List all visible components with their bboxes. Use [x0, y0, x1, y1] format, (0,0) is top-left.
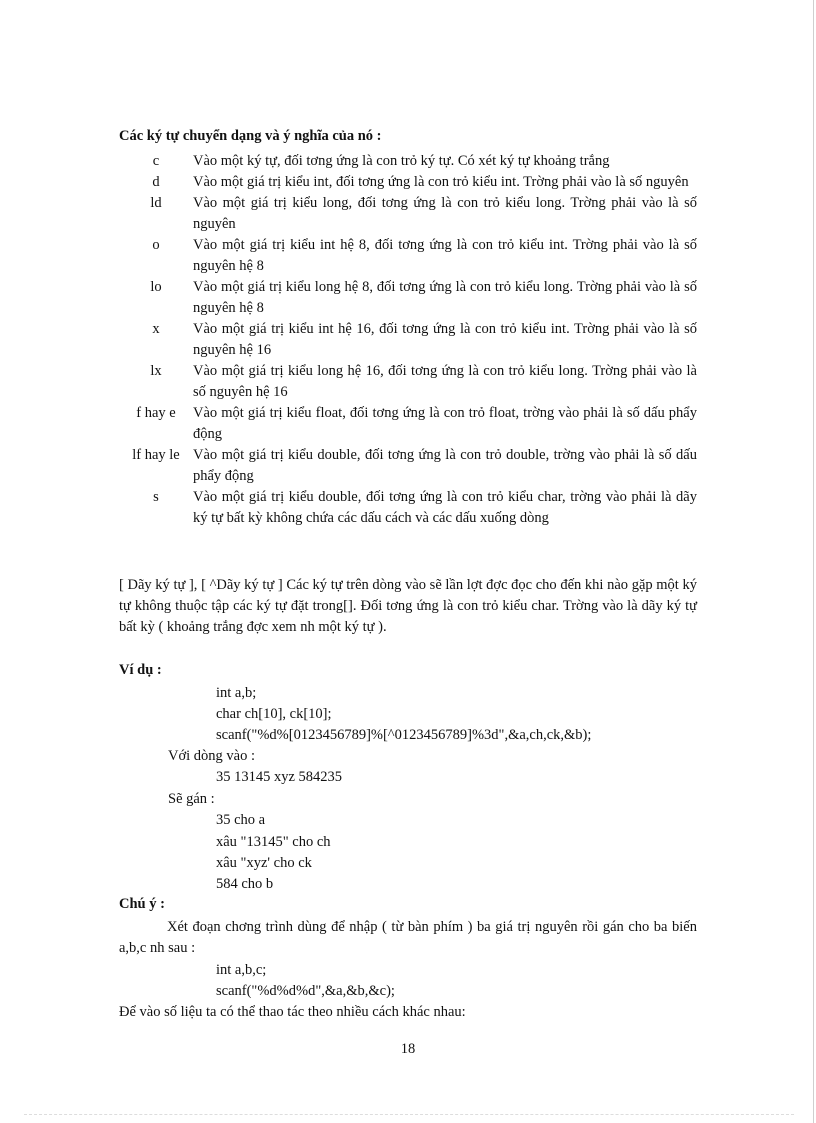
specifier-row — [119, 277, 697, 319]
specifier-row — [119, 319, 697, 361]
assign-line: 584 cho b — [216, 876, 274, 892]
note-title: Chú ý : — [119, 896, 165, 912]
input-value: 35 13145 xyz 584235 — [216, 769, 343, 785]
specifier-desc: Vào một giá trị kiểu long hệ 8, đối tơng ứng là con trỏ kiểu long. Trờng phải vào là số nguyên hệ 8 — [193, 279, 697, 316]
specifier-row — [119, 172, 697, 193]
specifier-desc: Vào một giá trị kiểu int, đối tơng ứng là con trỏ kiểu int. Trờng phải vào là số nguyên — [193, 174, 689, 190]
specifier-row — [119, 445, 697, 487]
page-edge-rule — [813, 0, 814, 1123]
specifier-desc: Vào một giá trị kiểu int hệ 16, đối tơng ứng là con trỏ kiểu int. Trờng phải vào là số nguyên hệ 16 — [193, 321, 697, 358]
specifier-desc: Vào một giá trị kiểu long, đối tơng ứng là con trỏ kiểu long. Trờng phải vào là số nguyên — [193, 195, 697, 232]
assign-line: 35 cho a — [216, 812, 266, 828]
specifier-desc: Vào một giá trị kiểu double, đối tơng ứng là con trỏ double, trờng vào phải là số dấu phẩy động — [193, 447, 697, 484]
assign-label: Sẽ gán : — [168, 791, 215, 807]
specifier-desc: Vào một giá trị kiểu long hệ 16, đối tơng ứng là con trỏ kiểu long. Trờng phải vào là số nguyên hệ 16 — [193, 363, 697, 400]
specifier-code: c — [152, 153, 160, 169]
specifier-desc: Vào một giá trị kiểu double, đối tơng ứng là con trỏ kiểu char, trờng vào phải là dãy ký tự bất kỳ không chứa các dấu cách và các dấu xuống dòng — [193, 489, 697, 526]
specifier-code: lf hay le — [132, 447, 180, 463]
note-closing: Để vào số liệu ta có thể thao tác theo nhiều cách khác nhau: — [119, 1004, 466, 1020]
specifier-desc: Vào một giá trị kiểu int hệ 8, đối tơng ứng là con trỏ kiểu int. Trờng phải vào là số nguyên hệ 8 — [193, 237, 697, 274]
specifier-code: s — [153, 489, 159, 505]
specifier-row — [119, 403, 697, 445]
specifier-code: x — [152, 321, 160, 337]
specifier-row — [119, 487, 697, 529]
assign-line: xâu "xyz' cho ck — [216, 855, 312, 871]
specifier-code: o — [152, 237, 160, 253]
specifier-row — [119, 235, 697, 277]
note-paragraph: Xét đoạn chơng trình dùng để nhập ( từ bàn phím ) ba giá trị nguyên rồi gán cho ba biến a,b,c nh sau : — [119, 919, 697, 956]
note-code-line: scanf("%d%d%d",&a,&b,&c); — [216, 983, 395, 999]
specifier-code: d — [152, 174, 160, 190]
specifier-row — [119, 361, 697, 403]
specifier-code: ld — [150, 195, 162, 211]
specifier-code: lo — [150, 279, 162, 295]
assign-line: xâu "13145" cho ch — [216, 834, 331, 850]
specifier-code: lx — [150, 363, 162, 379]
note-code-line: int a,b,c; — [216, 962, 267, 978]
section-heading: Các ký tự chuyển dạng và ý nghĩa của nó : — [119, 128, 382, 144]
charset-paragraph: [ Dãy ký tự ], [ ^Dãy ký tự ] Các ký tự trên dòng vào sẽ lần lợt đợc đọc cho đến khi nào gặp một ký tự không thuộc tập các ký tự đặt trong[]. Đối tơng ứng là con trỏ kiểu char. Trờng vào là dãy ký tự bất kỳ ( khoảng trắng đợc xem nh một ký tự ). — [119, 577, 697, 635]
example-code-line: scanf("%d%[0123456789]%[^0123456789]%3d",&a,ch,ck,&b); — [216, 727, 592, 743]
example-code-line: char ch[10], ck[10]; — [216, 706, 332, 722]
specifier-row — [119, 193, 697, 235]
specifier-code: f hay e — [136, 405, 176, 421]
input-label: Với dòng vào : — [168, 748, 256, 764]
specifier-desc: Vào một giá trị kiểu float, đối tơng ứng là con trỏ float, trờng vào phải là số dấu phẩy động — [193, 405, 697, 442]
page-number: 18 — [400, 1041, 416, 1057]
example-code-line: int a,b; — [216, 685, 257, 701]
example-title: Ví dụ : — [119, 662, 162, 678]
specifier-desc: Vào một ký tự, đối tơng ứng là con trỏ ký tự. Có xét ký tự khoảng trắng — [193, 153, 610, 169]
page-bottom-rule — [24, 1114, 794, 1115]
specifier-list — [119, 151, 697, 529]
specifier-row — [119, 151, 697, 172]
